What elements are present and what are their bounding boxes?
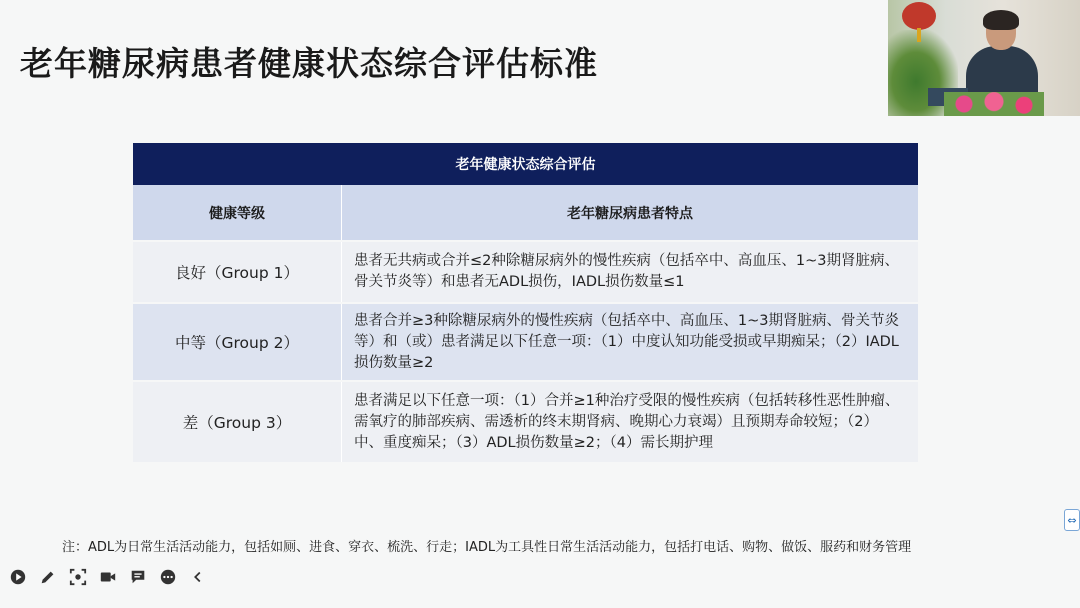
comment-button[interactable] xyxy=(126,565,150,589)
more-button[interactable] xyxy=(156,565,180,589)
footnote: 注：ADL为日常生活活动能力，包括如厕、进食、穿衣、梳洗、行走；IADL为工具性日常生活活动能力，包括打电话、购物、做饭、服药和财务管理 xyxy=(62,540,912,555)
table-title: 老年健康状态综合评估 xyxy=(133,143,918,185)
lantern-tassel xyxy=(917,28,921,42)
flowers-decoration xyxy=(944,92,1044,116)
description-cell xyxy=(342,304,918,380)
collapse-icon xyxy=(189,568,207,586)
camera-button[interactable] xyxy=(96,565,120,589)
lantern-decoration xyxy=(902,2,936,30)
table-row xyxy=(133,382,918,462)
description-text: 患者合并≥3种除糖尿病外的慢性疾病（包括卒中、高血压、1~3期肾脏病、骨关节炎等）和（或）患者满足以下任意一项：（1）中度认知功能受损或早期痴呆；（2）IADL损伤数量≥2 xyxy=(354,312,899,371)
column-header-grade: 健康等级 xyxy=(133,185,342,240)
presentation-toolbar xyxy=(6,565,210,589)
table-column-headers xyxy=(133,185,918,240)
more-icon xyxy=(159,568,177,586)
speaker-video-thumbnail[interactable] xyxy=(888,0,1080,116)
description-text: 患者满足以下任意一项：（1）合并≥1种治疗受限的慢性疾病（包括转移性恶性肿瘤、需氧疗的肺部疾病、需透析的终末期肾病、晚期心力衰竭）且预期寿命较短；（2）中、重度痴呆；（3）ADL损伤数量≥2；（4）需长期护理 xyxy=(354,392,900,451)
camera-icon xyxy=(99,568,117,586)
comment-icon xyxy=(129,568,147,586)
play-icon xyxy=(9,568,27,586)
table-row xyxy=(133,242,918,302)
grade-cell: 差（Group 3） xyxy=(133,382,342,462)
screenshot-icon xyxy=(69,568,87,586)
description-cell xyxy=(342,242,918,302)
play-button[interactable] xyxy=(6,565,30,589)
grade-cell: 良好（Group 1） xyxy=(133,242,342,302)
expand-icon: ⇔ xyxy=(1067,513,1077,527)
side-panel-toggle-button[interactable] xyxy=(1064,509,1080,531)
speaker-hair xyxy=(983,10,1019,30)
screenshot-button[interactable] xyxy=(66,565,90,589)
description-cell xyxy=(342,382,918,462)
slide-title: 老年糖尿病患者健康状态综合评估标准 xyxy=(20,44,598,83)
table-row xyxy=(133,304,918,380)
column-header-characteristics: 老年糖尿病患者特点 xyxy=(567,205,693,222)
grade-cell: 中等（Group 2） xyxy=(133,304,342,380)
description-text: 患者无共病或合并≤2种除糖尿病外的慢性疾病（包括卒中、高血压、1~3期肾脏病、骨关节炎等）和患者无ADL损伤，IADL损伤数量≤1 xyxy=(354,253,899,290)
pen-icon xyxy=(39,568,57,586)
pen-button[interactable] xyxy=(36,565,60,589)
assessment-table xyxy=(133,143,918,462)
collapse-button[interactable] xyxy=(186,565,210,589)
